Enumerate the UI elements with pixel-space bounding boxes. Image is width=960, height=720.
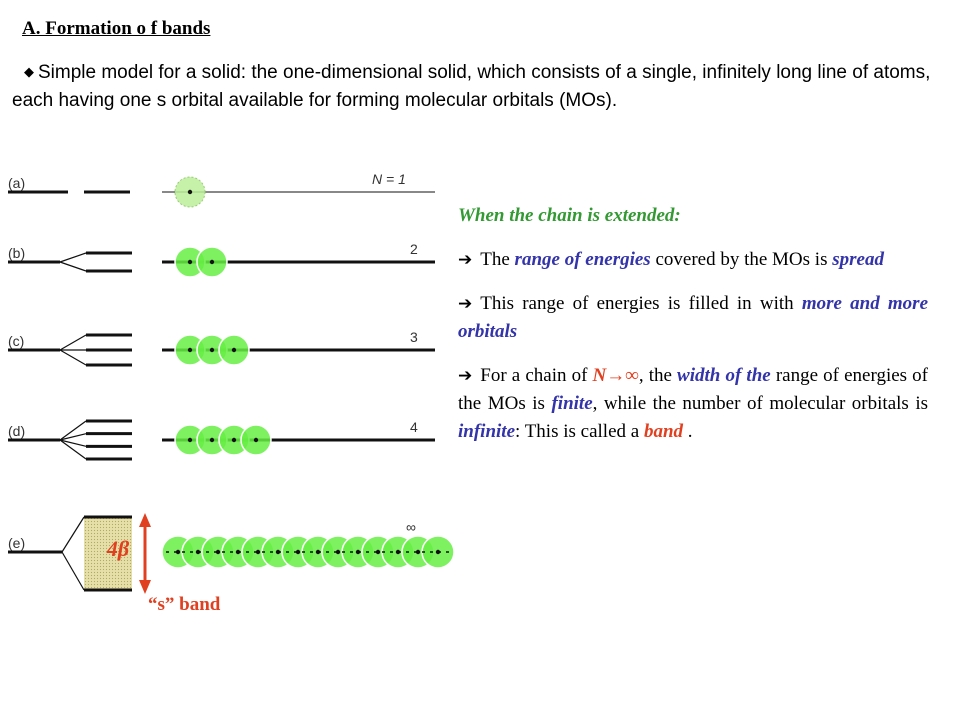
- row-c-correlation-line: [60, 335, 86, 350]
- row-c-correlation-line: [60, 350, 86, 365]
- point-range-spread: ➔ The range of energies covered by the MOs is spread: [458, 249, 884, 270]
- arrow-right-icon: ➔: [458, 366, 473, 386]
- row-c-label: (c): [8, 333, 25, 349]
- row-c-count-label: 3: [410, 329, 418, 345]
- row-c-nucleus: [232, 348, 236, 352]
- intro-text: Simple model for a solid: the one-dimensional solid, which consists of a single, infinitely long line of atoms, each having one s orbital available for forming molecular orbitals (MOs).: [12, 62, 931, 111]
- arrow-up-icon: [139, 513, 151, 527]
- point-more-orbitals: ➔ This range of energies is filled in with more and more orbitals: [458, 293, 928, 342]
- row-b-nucleus: [188, 260, 192, 264]
- band-width-label: 4β: [106, 536, 130, 561]
- row-e-label: (e): [8, 535, 26, 551]
- row-b-correlation-line: [60, 253, 86, 262]
- section-heading: A. Formation o f bands: [22, 18, 211, 39]
- diamond-bullet-icon: ◆: [24, 64, 34, 79]
- row-a-count-label: N = 1: [372, 171, 406, 187]
- s-band-label: “s” band: [148, 594, 221, 615]
- row-d-nucleus: [232, 438, 236, 442]
- row-a-label: (a): [8, 175, 26, 191]
- row-d-count-label: 4: [410, 419, 418, 435]
- row-e-correlation-line: [62, 517, 84, 552]
- row-e-correlation-line: [62, 552, 84, 590]
- row-a-nucleus: [188, 190, 192, 194]
- row-d-nucleus: [188, 438, 192, 442]
- intro-paragraph: [12, 58, 947, 115]
- orbital-chain-diagram: [0, 160, 460, 600]
- explanation-panel: [458, 202, 928, 462]
- row-b-label: (b): [8, 245, 26, 261]
- row-b-correlation-line: [60, 262, 86, 271]
- row-d-nucleus: [210, 438, 214, 442]
- row-b-count-label: 2: [410, 241, 418, 257]
- arrow-right-icon: ➔: [458, 294, 473, 314]
- row-d-label: (d): [8, 423, 26, 439]
- row-c-nucleus: [188, 348, 192, 352]
- point-band-definition: ➔ For a chain of N→∞, the width of the range of energies of the MOs is finite, while the number of molecular orbitals is infinite: This is called a band .: [458, 365, 928, 442]
- explanation-heading: When the chain is extended:: [458, 205, 681, 226]
- row-c-nucleus: [210, 348, 214, 352]
- row-d-nucleus: [254, 438, 258, 442]
- arrow-down-icon: [139, 580, 151, 594]
- row-b-nucleus: [210, 260, 214, 264]
- row-e-count-label: ∞: [406, 519, 416, 535]
- arrow-right-icon: ➔: [458, 250, 473, 270]
